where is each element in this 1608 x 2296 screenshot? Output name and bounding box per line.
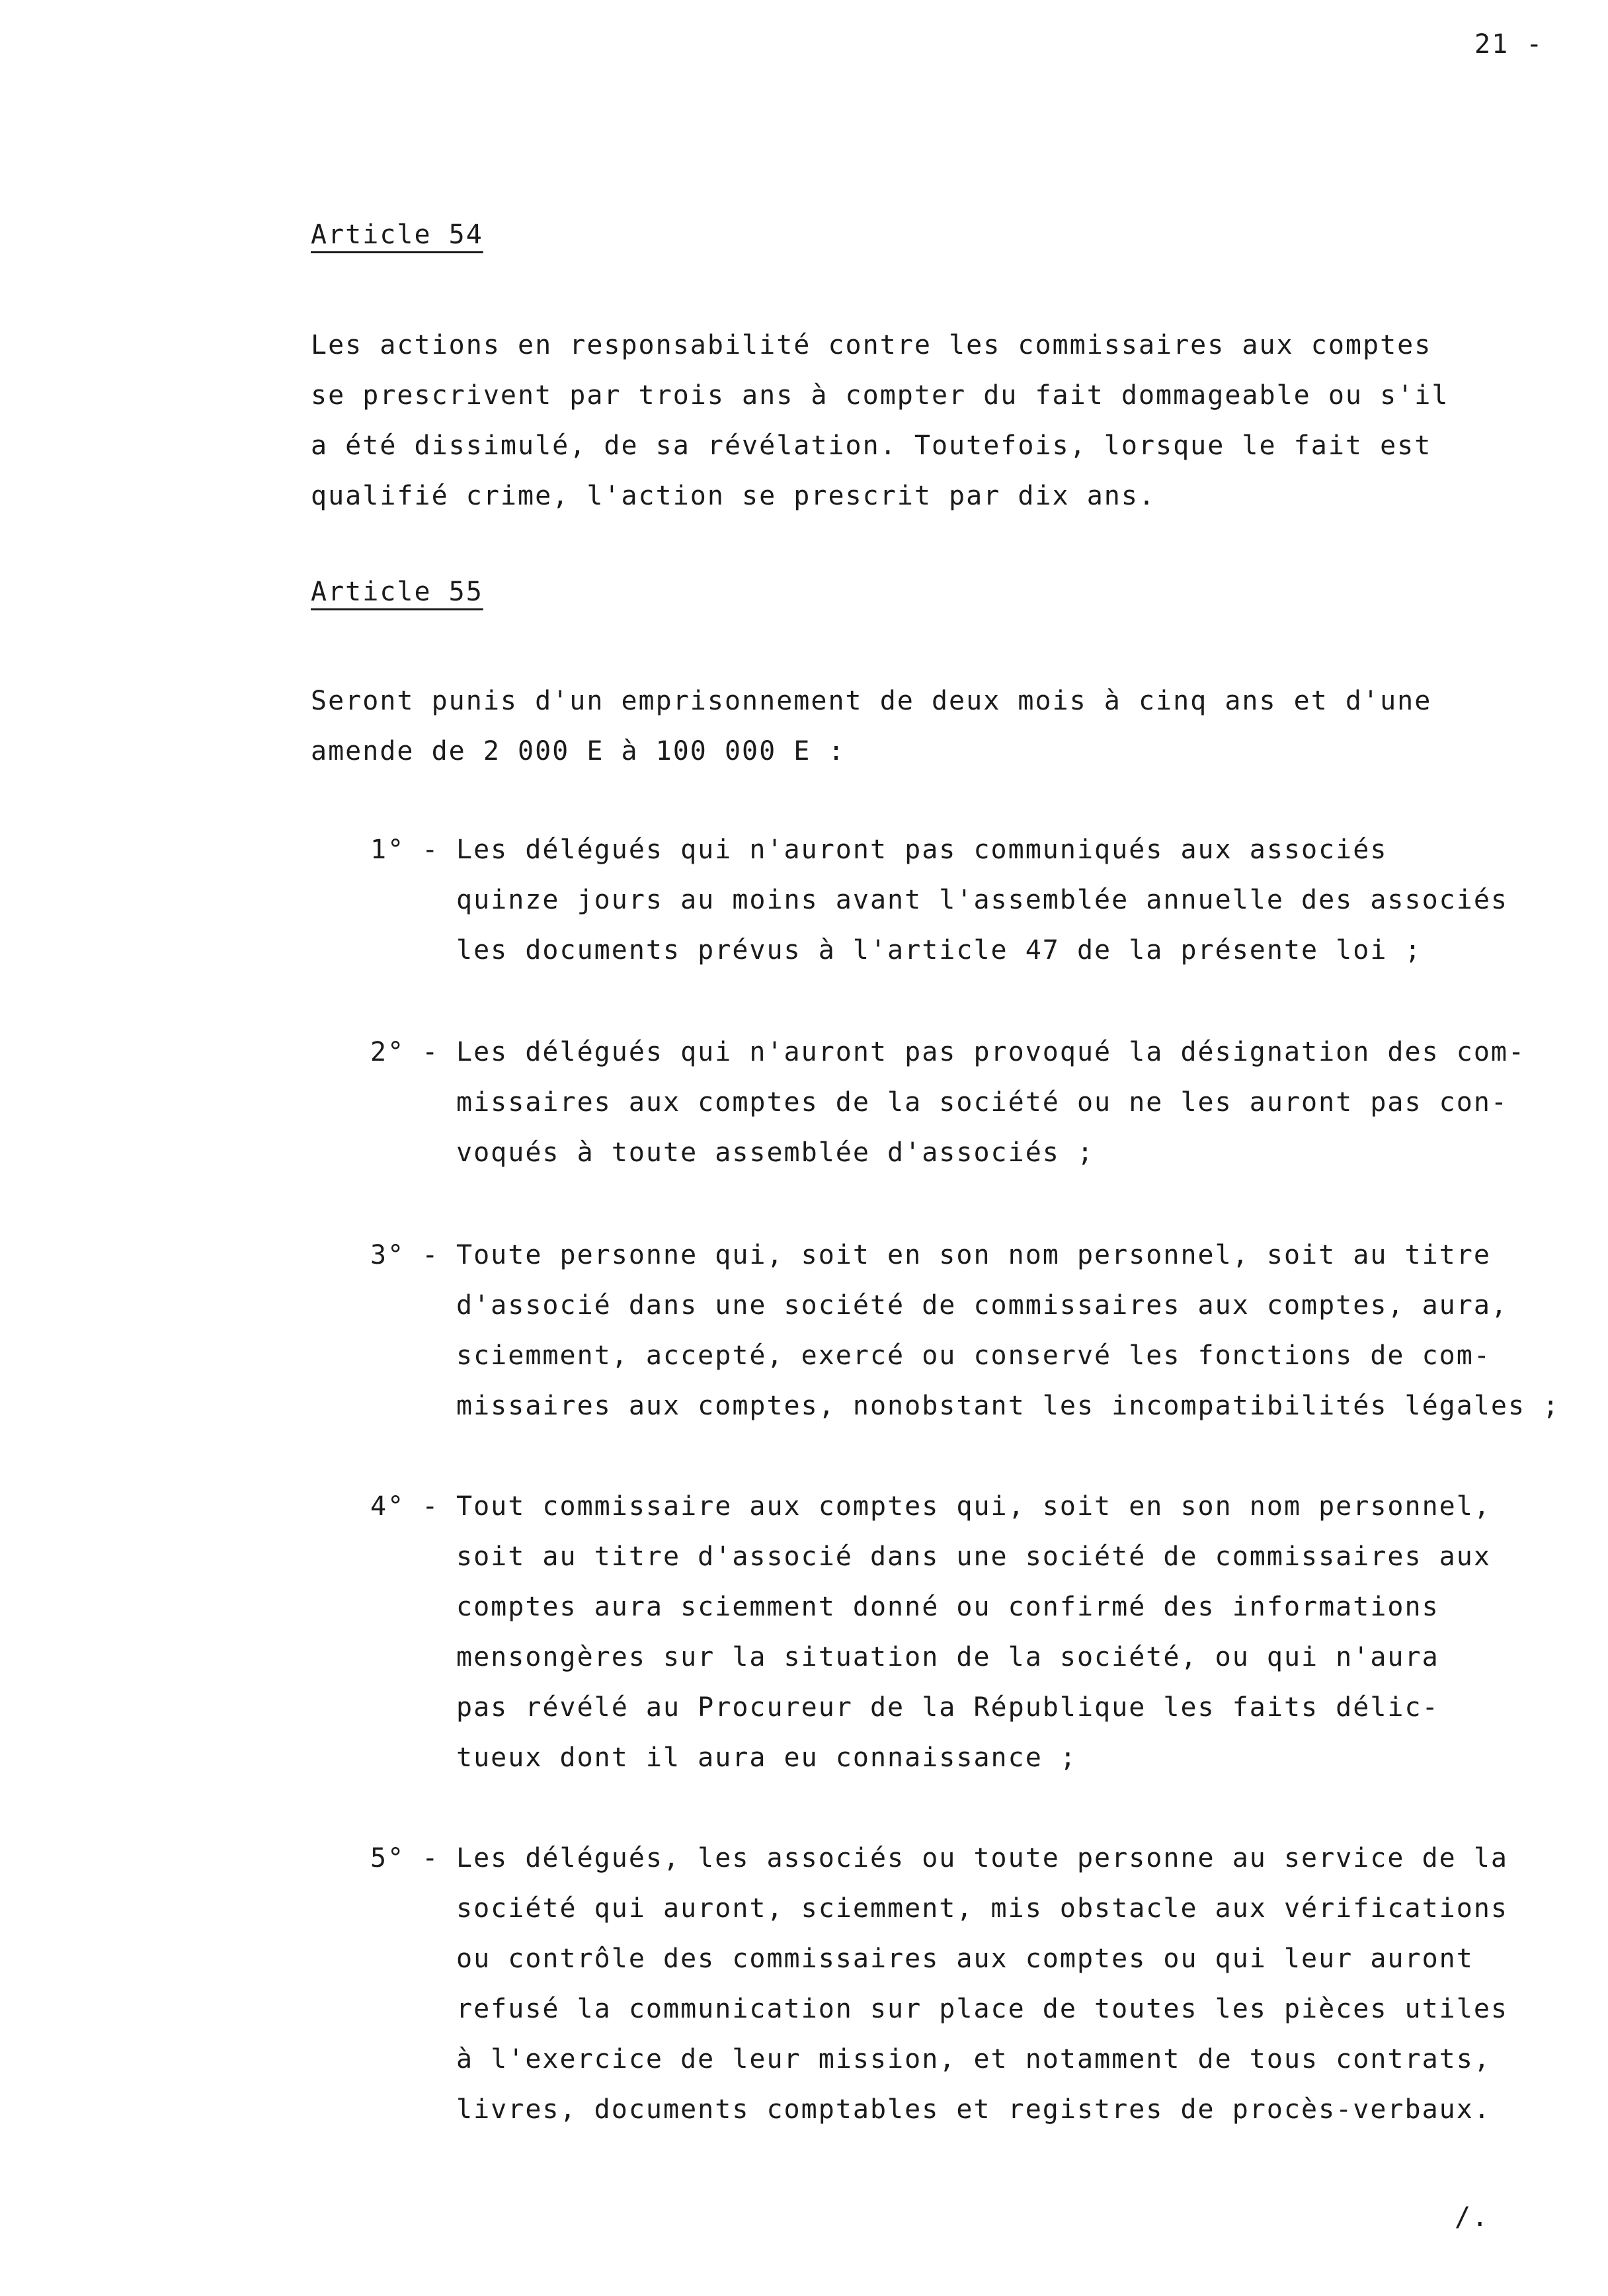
- paragraph-line: Les actions en responsabilité contre les commissaires aux comptes: [311, 330, 1432, 360]
- item-line: comptes aura sciemment donné ou confirmé des informations: [456, 1592, 1439, 1622]
- page-number: 21 -: [1474, 29, 1544, 60]
- article-55-heading: Article 55: [311, 577, 483, 607]
- item-line: les documents prévus à l'article 47 de la présente loi ;: [456, 935, 1422, 965]
- item-line: Tout commissaire aux comptes qui, soit en son nom personnel,: [456, 1491, 1491, 1522]
- item-line: missaires aux comptes, nonobstant les incompatibilités légales ;: [456, 1391, 1560, 1421]
- item-line: pas révélé au Procureur de la République les faits délic-: [456, 1692, 1439, 1723]
- paragraph-line: a été dissimulé, de sa révélation. Toutefois, lorsque le fait est: [311, 430, 1432, 461]
- item-number: 2° -: [370, 1037, 440, 1067]
- paragraph-line: se prescrivent par trois ans à compter du fait dommageable ou s'il: [311, 380, 1449, 411]
- paragraph-line: qualifié crime, l'action se prescrit par dix ans.: [311, 481, 1156, 511]
- item-line: Toute personne qui, soit en son nom personnel, soit au titre: [456, 1240, 1491, 1270]
- paragraph-line: amende de 2 000 E à 100 000 E :: [311, 736, 846, 766]
- item-line: société qui auront, sciemment, mis obstacle aux vérifications: [456, 1893, 1509, 1924]
- item-line: Les délégués qui n'auront pas communiqués aux associés: [456, 835, 1388, 865]
- item-line: ou contrôle des commissaires aux comptes ou qui leur auront: [456, 1944, 1474, 1974]
- item-line: mensongères sur la situation de la société, ou qui n'aura: [456, 1642, 1439, 1672]
- item-line: Les délégués qui n'auront pas provoqué la désignation des com-: [456, 1037, 1526, 1067]
- item-line: livres, documents comptables et registres de procès-verbaux.: [456, 2094, 1491, 2125]
- item-line: d'associé dans une société de commissaires aux comptes, aura,: [456, 1290, 1509, 1321]
- item-line: soit au titre d'associé dans une société de commissaires aux: [456, 1541, 1491, 1572]
- article-54-paragraph: [311, 320, 1474, 521]
- item-line: à l'exercice de leur mission, et notamment de tous contrats,: [456, 2044, 1491, 2074]
- item-number: 1° -: [370, 835, 440, 865]
- item-line: tueux dont il aura eu connaissance ;: [456, 1742, 1077, 1773]
- item-line: refusé la communication sur place de toutes les pièces utiles: [456, 1994, 1509, 2024]
- item-line: voqués à toute assemblée d'associés ;: [456, 1137, 1095, 1168]
- item-line: missaires aux comptes de la société ou ne les auront pas con-: [456, 1087, 1509, 1118]
- item-text: [456, 825, 1527, 975]
- continuation-mark: /.: [1455, 2202, 1490, 2233]
- item-text: [456, 1230, 1560, 1431]
- item-text: [456, 1481, 1527, 1783]
- item-number: 4° -: [370, 1491, 440, 1522]
- article-55-intro: [311, 676, 1474, 776]
- item-text: [456, 1833, 1527, 2135]
- article-54-heading: Article 54: [311, 220, 483, 250]
- item-line: quinze jours au moins avant l'assemblée annuelle des associés: [456, 885, 1509, 915]
- item-line: sciemment, accepté, exercé ou conservé les fonctions de com-: [456, 1340, 1491, 1371]
- item-number: 5° -: [370, 1843, 440, 1873]
- item-line: Les délégués, les associés ou toute personne au service de la: [456, 1843, 1509, 1873]
- paragraph-line: Seront punis d'un emprisonnement de deux mois à cinq ans et d'une: [311, 686, 1432, 716]
- item-number: 3° -: [370, 1240, 440, 1270]
- item-text: [456, 1027, 1527, 1178]
